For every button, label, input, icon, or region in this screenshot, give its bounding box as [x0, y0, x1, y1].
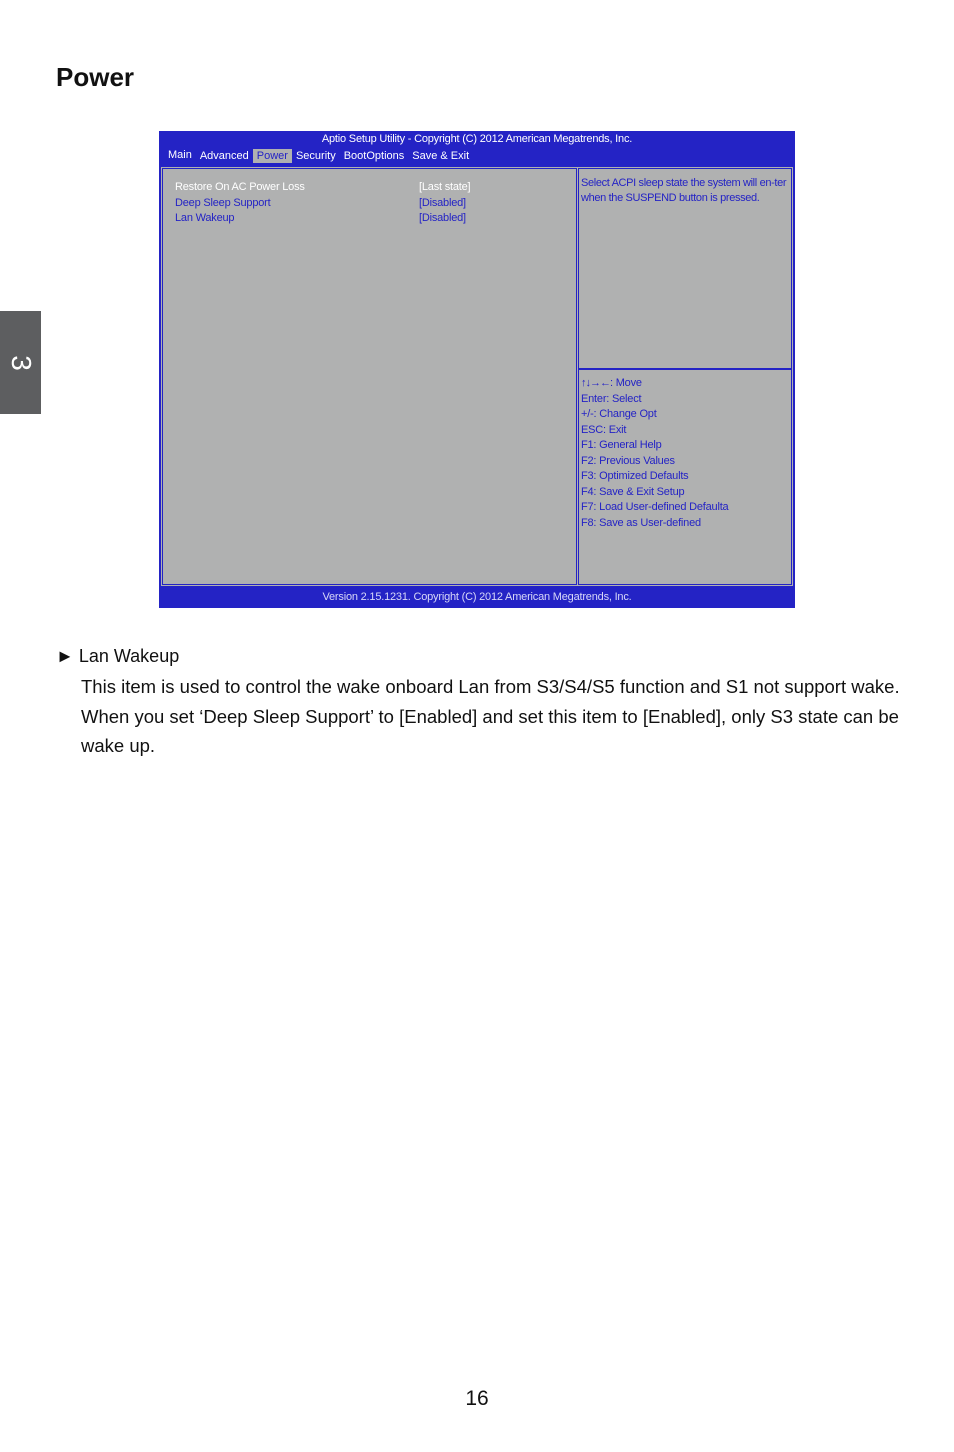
- key-f7: F7: Load User-defined Defaulta: [581, 501, 729, 513]
- key-change: +/-: Change Opt: [581, 408, 657, 420]
- chapter-tab: [0, 311, 41, 414]
- tab-save-exit[interactable]: Save & Exit: [412, 150, 470, 162]
- chapter-number: 3: [5, 354, 37, 371]
- key-f8: F8: Save as User-defined: [581, 516, 701, 529]
- key-move-label: : Move: [610, 377, 642, 389]
- item-heading: ► Lan Wakeup: [56, 646, 180, 666]
- key-enter: Enter: Select: [581, 392, 642, 405]
- settings-panel: [162, 168, 577, 585]
- setting-label: Deep Sleep Support: [175, 197, 271, 209]
- tab-main[interactable]: Main: [168, 149, 192, 161]
- bios-footer: Version 2.15.1231. Copyright (C) 2012 American Megatrends, Inc.: [322, 591, 632, 603]
- setting-label: Restore On AC Power Loss: [175, 181, 305, 193]
- key-move: [581, 376, 789, 392]
- tab-security[interactable]: Security: [295, 150, 336, 162]
- setting-deep-sleep-support[interactable]: [175, 197, 570, 212]
- tab-bootoptions[interactable]: BootOptions: [343, 150, 405, 162]
- help-divider: [579, 368, 791, 370]
- help-panel: [578, 168, 792, 585]
- bios-tab-bar: [164, 148, 473, 163]
- tab-power[interactable]: Power: [253, 149, 292, 163]
- setting-value[interactable]: [Disabled]: [419, 212, 466, 224]
- tab-advanced[interactable]: Advanced: [199, 150, 249, 162]
- page-number: 16: [465, 1387, 489, 1410]
- key-f4: F4: Save & Exit Setup: [581, 485, 685, 498]
- setting-label: Lan Wakeup: [175, 212, 235, 224]
- bios-header: Aptio Setup Utility - Copyright (C) 2012 American Megatrends, Inc.: [321, 133, 633, 145]
- bios-setup-window: [159, 131, 795, 608]
- key-legend: [581, 376, 789, 531]
- page-title: Power: [56, 62, 135, 92]
- setting-value[interactable]: [Last state]: [419, 181, 471, 193]
- item-description: This item is used to control the wake onboard Lan from S3/S4/S5 function and S1 not support wake. When you set ‘Deep Sleep Support’ to [Enabled] and set this item to [Enabled], only S3 state can be wake up.: [81, 676, 900, 757]
- key-esc: ESC: Exit: [581, 423, 627, 436]
- arrow-keys-icon: ↑↓→←: [581, 377, 610, 389]
- setting-lan-wakeup[interactable]: [175, 212, 570, 227]
- key-f1: F1: General Help: [581, 439, 662, 451]
- setting-restore-on-ac-power-loss[interactable]: [175, 181, 570, 196]
- help-text: Select ACPI sleep state the system will en-ter when the SUSPEND button is pressed.: [581, 177, 787, 204]
- key-f2: F2: Previous Values: [581, 454, 675, 467]
- key-f3: F3: Optimized Defaults: [581, 470, 689, 482]
- bios-body: [161, 167, 793, 586]
- setting-value[interactable]: [Disabled]: [419, 197, 466, 209]
